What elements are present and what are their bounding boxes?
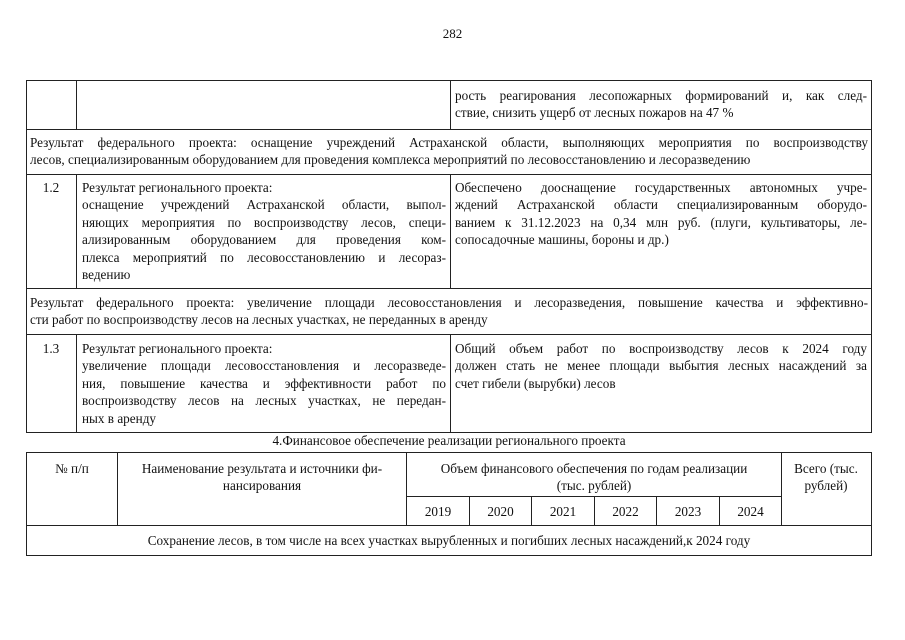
text-line: увеличение площади лесовосстановления и лесоразведе- <box>82 358 446 374</box>
col-divider <box>117 452 118 525</box>
text-line: счет гибели (вырубки) лесов <box>455 375 616 391</box>
row-1-3-num: 1.3 <box>42 341 60 356</box>
text-line: лесов, специализированным оборудованием для проведения комплекса мероприятий по лесовосстановлению и лесоразведению <box>30 152 751 168</box>
table-border-bottom <box>26 555 872 556</box>
table-border-top <box>26 452 872 453</box>
row-1-2-effect <box>455 179 867 249</box>
table-border-left <box>26 80 27 432</box>
table-border-left <box>26 452 27 555</box>
text-line: Результат федерального проекта: увеличение площади лесовосстановления и лесоразведения, повышение качества и эффективно- <box>30 295 868 310</box>
text-line: нансирования <box>222 478 302 494</box>
row-1-3-effect <box>455 340 867 392</box>
col-header-name <box>120 460 404 495</box>
text-line: плекса мероприятий по лесовосстановлению и лесораз- <box>82 249 446 265</box>
row-1-2-num: 1.2 <box>42 180 60 195</box>
row-divider <box>26 525 872 526</box>
col-divider <box>450 334 451 432</box>
text-line: Обеспечено дооснащение государственных автономных учре- <box>455 180 867 195</box>
text-line: Наименование результата и источники фи- <box>141 461 383 476</box>
table-border-right <box>871 80 872 432</box>
col-header-total <box>783 460 869 495</box>
year-row-divider <box>406 496 782 497</box>
row-divider <box>26 334 872 335</box>
top-row-effect <box>455 87 867 122</box>
text-line: ствие, снизить ущерб от лесных пожаров на 47 % <box>455 105 734 121</box>
text-line: Результат федерального проекта: оснащение учреждений Астраханской области, выполняющих мероприятия по воспроизводству <box>30 135 868 150</box>
col-divider <box>76 334 77 432</box>
table-border-right <box>871 452 872 555</box>
col-divider <box>450 174 451 288</box>
text-line: сопосадочные машины, бороны и др.) <box>455 232 669 248</box>
col-divider <box>76 80 77 129</box>
text-line: (тыс. рублей) <box>556 478 632 494</box>
col-header-volume <box>408 460 780 495</box>
federal-result-1 <box>30 134 868 169</box>
section-heading: 4.Финансовое обеспечение реализации регионального проекта <box>272 433 626 448</box>
col-header-num: № п/п <box>55 461 89 476</box>
text-line: Общий объем работ по воспроизводству лесов к 2024 году <box>455 341 867 356</box>
year-2024: 2024 <box>737 504 764 519</box>
table-border-top <box>26 80 872 81</box>
text-line: воспроизводству лесов на лесных участках, не передан- <box>82 393 446 409</box>
text-line: сти работ по воспроизводству лесов на лесных участках, не переданных в аренду <box>30 312 488 328</box>
year-2021: 2021 <box>549 504 577 519</box>
text-line: ванием к 31.12.2023 на 0,34 млн руб. (плуги, культиваторы, ле- <box>455 214 867 230</box>
text-line: рублей) <box>804 478 848 494</box>
year-2022: 2022 <box>612 504 639 519</box>
col-divider <box>76 174 77 288</box>
col-divider <box>781 452 782 525</box>
finance-section-row: Сохранение лесов, в том числе на всех участках вырубленных и погибших лесных насаждений,к 2024 году <box>147 533 751 548</box>
row-divider <box>26 174 872 175</box>
text-line: ных в аренду <box>82 410 156 426</box>
text-line: Всего (тыс. <box>794 461 858 476</box>
year-2023: 2023 <box>674 504 702 519</box>
text-line: оснащение учреждений Астраханской области, выпол- <box>82 197 446 213</box>
federal-result-2 <box>30 294 868 329</box>
text-line: няющих мероприятия по воспроизводству лесов, специ- <box>82 214 446 230</box>
text-line: Результат регионального проекта: <box>82 341 273 356</box>
text-line: ализированным оборудованием для проведения ком- <box>82 232 446 248</box>
text-line: должен стать не менее площади выбытия лесных насаждений за <box>455 358 867 374</box>
text-line: ния, повышение качества и эффективности работ по <box>82 375 446 391</box>
text-line: Объем финансового обеспечения по годам реализации <box>440 461 748 476</box>
text-line: ждений Астраханской области специализированным оборудо- <box>455 197 867 213</box>
text-line: ведению <box>82 267 131 283</box>
row-1-2-result <box>82 179 446 283</box>
row-divider <box>26 129 872 130</box>
row-divider <box>26 288 872 289</box>
year-2019: 2019 <box>424 504 452 519</box>
year-2020: 2020 <box>487 504 514 519</box>
text-line: рость реагирования лесопожарных формирований и, как след- <box>455 88 867 103</box>
page-number: 282 <box>442 26 463 41</box>
col-divider <box>450 80 451 129</box>
row-1-3-result <box>82 340 446 427</box>
text-line: Результат регионального проекта: <box>82 180 273 195</box>
